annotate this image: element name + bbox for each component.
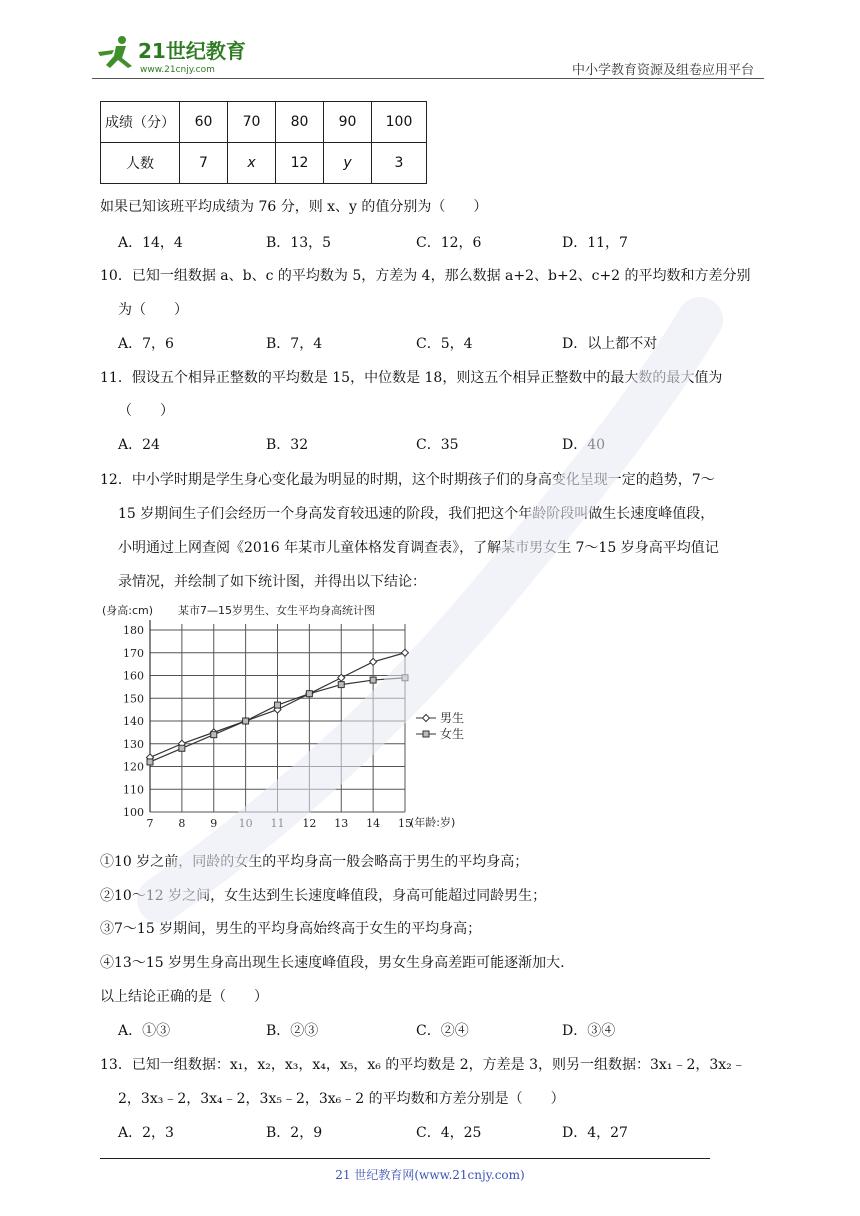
q12-conclusion-2: ②10～12 岁之间，女生达到生长速度峰值段，身高可能超过同龄男生； (100, 888, 547, 904)
q12-line2: 15 岁期间生子们会经历一个身高发育较迅速的阶段，我们把这个年龄阶段叫做生长速度峰值段， (118, 506, 715, 522)
q12-option-d: D．③④ (562, 1023, 616, 1039)
y-tick-label: 160 (123, 669, 144, 683)
data-point-boys (402, 649, 409, 656)
table-cell: 3 (372, 143, 427, 184)
x-tick-label: 9 (210, 817, 218, 830)
x-tick-label: 10 (238, 817, 253, 830)
table-cell: y (324, 143, 372, 184)
q10-option-b: B．7，4 (266, 336, 323, 352)
table-cell: 成绩（分） (101, 102, 180, 143)
legend-marker (423, 715, 430, 722)
q9-stem: 如果已知该班平均成绩为 76 分，则 x、y 的值分别为（ ） (100, 199, 488, 215)
y-tick-label: 100 (123, 806, 144, 819)
q12-line1: 12．中小学时期是学生身心变化最为明显的时期，这个时期孩子们的身高变化呈现一定的趋势，7～ (100, 472, 715, 488)
logo-url: www.21cnjy.com (140, 65, 215, 75)
q13-line2: 2，3x₃﹣2，3x₄﹣2，3x₅﹣2，3x₆﹣2 的平均数和方差分别是（ ） (118, 1091, 565, 1107)
chart-grid (150, 620, 405, 812)
q13-option-b: B．2，9 (266, 1125, 323, 1141)
table-row (101, 102, 427, 143)
x-tick-label: 11 (270, 817, 285, 830)
legend-label: 女生 (440, 727, 465, 741)
y-tick-label: 110 (123, 783, 144, 797)
chart-x-ticks (147, 817, 413, 830)
q12-option-c: C．②④ (416, 1023, 469, 1039)
q13-option-d: D．4，27 (562, 1125, 628, 1141)
x-tick-label: 13 (334, 817, 349, 830)
21cnjy-logo (92, 32, 272, 78)
data-point-girls (275, 702, 281, 708)
q11-option-b: B．32 (266, 437, 309, 453)
data-point-boys (370, 658, 377, 665)
data-point-girls (147, 759, 153, 765)
logo-text: 21世纪教育 (138, 39, 246, 63)
y-tick-label: 130 (123, 737, 144, 751)
q12-option-a: A．①③ (118, 1023, 171, 1039)
legend-marker (423, 731, 429, 737)
q9-option-c: C．12，6 (416, 235, 482, 251)
q13-option-a: A．2，3 (118, 1125, 174, 1141)
data-point-girls (306, 691, 312, 697)
table-cell: 80 (276, 102, 324, 143)
score-table (100, 101, 427, 184)
q10-option-c: C．5，4 (416, 336, 473, 352)
y-tick-label: 140 (123, 715, 144, 728)
y-tick-label: 120 (123, 760, 144, 774)
data-point-girls (179, 745, 185, 751)
table-cell: 70 (228, 102, 276, 143)
q12-conclusion-3: ③7～15 岁期间，男生的平均身高始终高于女生的平均身高； (100, 921, 482, 937)
q12-line4: 录情况，并绘制了如下统计图，并得出以下结论： (118, 574, 426, 590)
chart-ylabel: (身高:cm) (102, 604, 154, 617)
table-cell: 7 (180, 143, 228, 184)
q9-option-a: A．14，4 (118, 235, 183, 251)
footer-divider (100, 1158, 710, 1159)
table-cell: 人数 (101, 143, 180, 184)
legend-label: 男生 (440, 711, 465, 725)
height-line-chart (100, 600, 480, 836)
data-point-girls (338, 682, 344, 688)
data-point-girls (243, 718, 249, 724)
table-cell: x (228, 143, 276, 184)
q12-ask: 以上结论正确的是（ ） (100, 989, 268, 1005)
q10-line2: 为（ ） (118, 302, 188, 318)
chart-y-ticks (123, 624, 144, 819)
data-point-girls (402, 675, 408, 681)
q9-option-d: D．11，7 (562, 235, 628, 251)
q12-conclusion-1: ①10 岁之前，同龄的女生的平均身高一般会略高于男生的平均身高； (100, 854, 529, 870)
y-tick-label: 180 (123, 624, 144, 637)
q10-option-d: D．以上都不对 (562, 336, 658, 352)
chart-legend (416, 710, 464, 741)
table-cell: 12 (276, 143, 324, 184)
q11-option-a: A．24 (118, 437, 160, 453)
y-tick-label: 150 (123, 692, 144, 706)
table-row (101, 143, 427, 184)
q13-option-c: C．4，25 (416, 1125, 482, 1141)
header-divider (92, 78, 764, 79)
q11-option-c: C．35 (416, 437, 459, 453)
header-platform-text: 中小学教育资源及组卷应用平台 (571, 63, 754, 78)
x-tick-label: 7 (146, 817, 154, 830)
q10-option-a: A．7，6 (118, 336, 174, 352)
footer-text: 21 世纪教育网(www.21cnjy.com) (335, 1168, 525, 1182)
q11-line2: （ ） (118, 403, 174, 419)
q12-conclusion-4: ④13～15 岁男生身高出现生长速度峰值段，男女生身高差距可能逐渐加大. (100, 955, 565, 971)
table-cell: 90 (324, 102, 372, 143)
chart-xlabel: (年龄:岁) (410, 816, 456, 829)
data-point-girls (211, 732, 217, 738)
q12-option-b: B．②③ (266, 1023, 319, 1039)
q9-option-b: B．13，5 (266, 235, 332, 251)
q11-option-d: D．40 (562, 437, 606, 453)
q12-line3: 小明通过上网查阅《2016 年某市儿童体格发育调查表》，了解某市男女生 7～15 岁身高平均值记 (118, 540, 719, 556)
q11-line1: 11．假设五个相异正整数的平均数是 15，中位数是 18，则这五个相异正整数中的最大数的最大值为 (100, 370, 723, 386)
x-tick-label: 8 (178, 817, 186, 830)
q13-line1: 13．已知一组数据：x₁，x₂，x₃，x₄，x₅，x₆ 的平均数是 2，方差是 3，则另一组数据：3x₁﹣2，3x₂﹣ (100, 1057, 746, 1073)
x-tick-label: 15 (398, 817, 412, 830)
table-cell: 60 (180, 102, 228, 143)
x-tick-label: 12 (302, 817, 317, 830)
q10-line1: 10．已知一组数据 a、b、c 的平均数为 5，方差为 4，那么数据 a+2、b+2、c+2 的平均数和方差分别 (100, 268, 751, 284)
y-tick-label: 170 (123, 646, 144, 660)
data-point-girls (370, 677, 376, 683)
table-cell: 100 (372, 102, 427, 143)
chart-title: 某市7—15岁男生、女生平均身高统计图 (178, 604, 375, 617)
x-tick-label: 14 (366, 817, 381, 830)
